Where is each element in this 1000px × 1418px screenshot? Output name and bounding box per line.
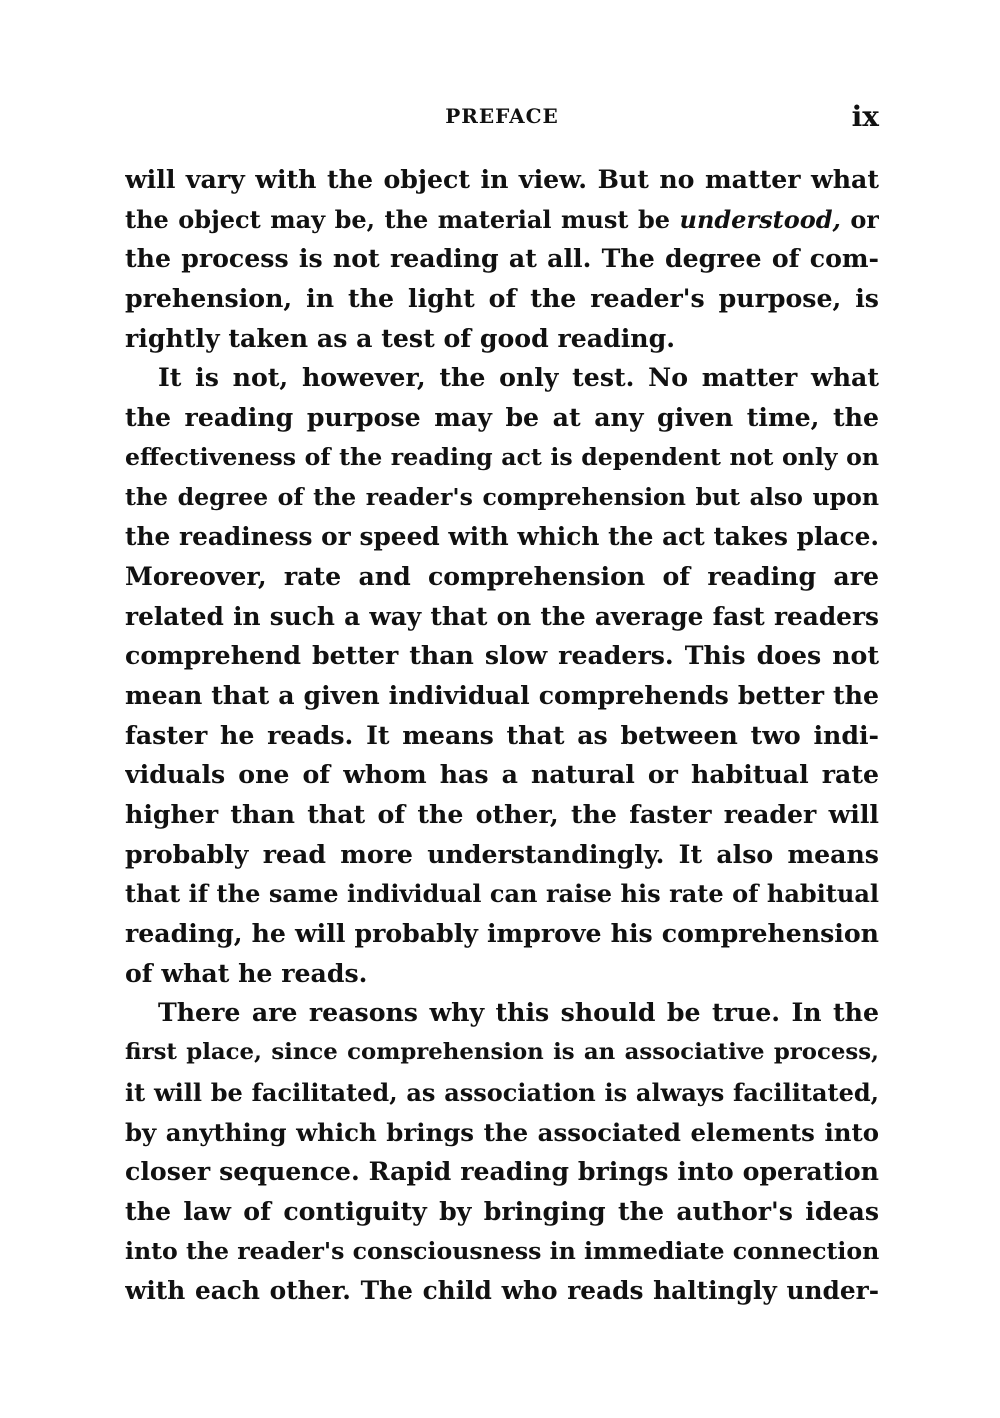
text-line: it will be facilitated, as association is always facilitated, bbox=[125, 1077, 879, 1107]
text-line: that if the same individual can raise his rate of habitual bbox=[125, 879, 879, 909]
text-line: prehension, in the light of the reader's purpose, is bbox=[125, 283, 879, 314]
body-text bbox=[125, 160, 879, 1311]
running-title: PREFACE bbox=[445, 104, 559, 128]
emphasized-word: understood, bbox=[679, 204, 841, 234]
text-line: higher than that of the other, the faster reader will bbox=[125, 799, 879, 829]
text-line: related in such a way that on the average fast readers bbox=[125, 601, 879, 631]
text-fragment: or bbox=[840, 204, 879, 234]
text-line: comprehend better than slow readers. This does not bbox=[125, 640, 879, 671]
text-line: There are reasons why this should be true. In the bbox=[158, 997, 879, 1028]
text-line: effectiveness of the reading act is dependent not only on bbox=[125, 442, 879, 471]
text-line: viduals one of whom has a natural or habitual rate bbox=[125, 759, 879, 790]
text-line: the reading purpose may be at any given time, the bbox=[125, 402, 879, 433]
text-line: will vary with the object in view. But no matter what bbox=[125, 164, 879, 194]
text-line: by anything which brings the associated elements into bbox=[125, 1117, 879, 1147]
text-line: Moreover, rate and comprehension of reading are bbox=[125, 560, 879, 591]
text-line: with each other. The child who reads haltingly under- bbox=[125, 1276, 879, 1306]
page-number: ix bbox=[851, 100, 879, 133]
text-line: of what he reads. bbox=[125, 957, 368, 988]
text-line: the readiness or speed with which the act takes place. bbox=[125, 522, 879, 552]
text-line: the process is not reading at all. The degree of com- bbox=[125, 243, 879, 274]
text-line: closer sequence. Rapid reading brings into operation bbox=[125, 1156, 879, 1187]
text-line: the law of contiguity by bringing the author's ideas bbox=[125, 1195, 879, 1226]
text-line: faster he reads. It means that as between two indi- bbox=[125, 719, 879, 750]
text-line: first place, since comprehension is an associative process, bbox=[125, 1039, 879, 1066]
text-fragment: the object may be, the material must be bbox=[125, 204, 680, 234]
text-line: rightly taken as a test of good reading. bbox=[125, 322, 675, 353]
text-line: mean that a given individual comprehends better the bbox=[125, 679, 879, 710]
text-line: the degree of the reader's comprehension but also upon bbox=[125, 482, 879, 511]
text-line bbox=[125, 200, 879, 240]
text-line: probably read more understandingly. It also means bbox=[125, 838, 879, 869]
text-line: reading, he will probably improve his comprehension bbox=[125, 918, 879, 949]
text-line: into the reader's consciousness in immediate connection bbox=[125, 1236, 879, 1265]
running-head bbox=[125, 102, 879, 132]
text-line: It is not, however, the only test. No matter what bbox=[158, 362, 879, 393]
